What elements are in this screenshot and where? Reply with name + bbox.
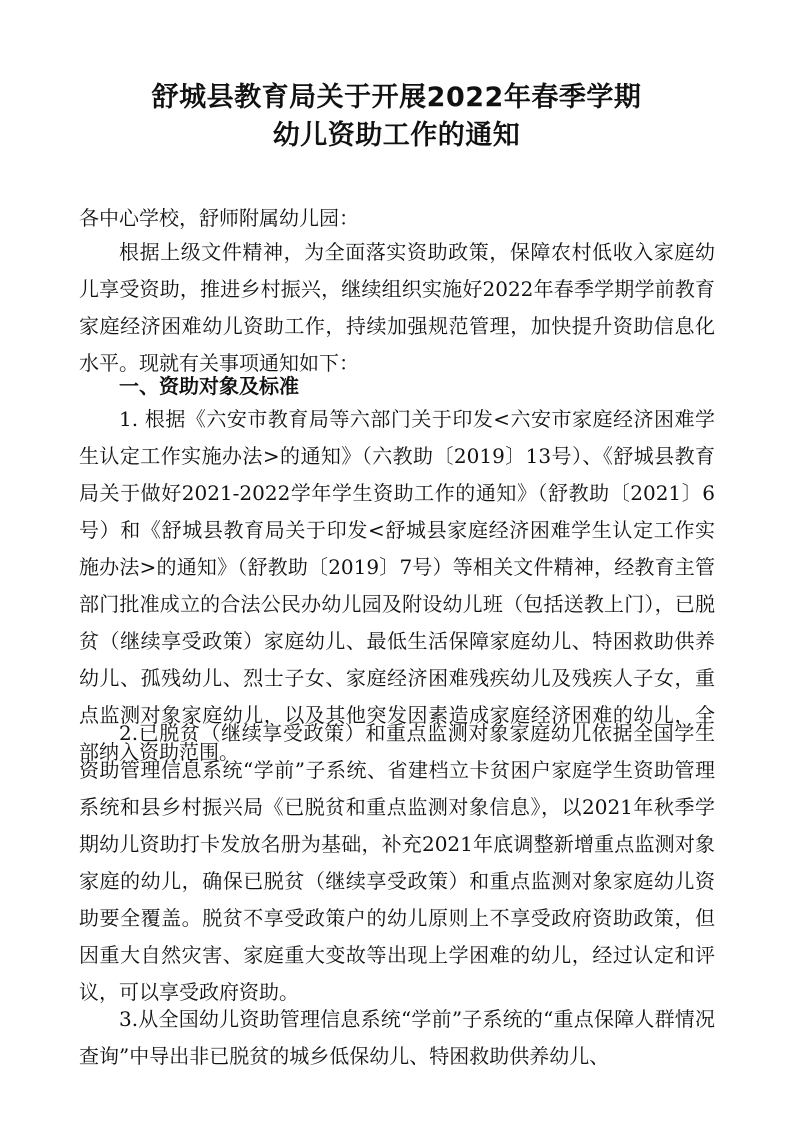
salutation: 各中心学校，舒师附属幼儿园： (79, 206, 359, 230)
document-title-line1: 舒城县教育局关于开展2022年春季学期 (151, 82, 642, 113)
paragraph-item-1: 1. 根据《六安市教育局等六部门关于印发<六安市家庭经济困难学生认定工作实施办法>的通知》（六教助〔2019〕13号）、《舒城县教育局关于做好2021-2022学年学生资助工作的通知》（舒教助〔2021〕6号）和《舒城县教育局关于印发<舒城县家庭经济困难学生认定工作实施办法>的通知》（舒教助〔2019〕7号）等相关文件精神，经教育主管部门批准成立的合法公民办幼儿园及附设幼儿班（包括送教上门），已脱贫（继续享受政策）家庭幼儿、最低生活保障家庭幼儿、特困救助供养幼儿、孤残幼儿、烈士子女、家庭经济困难残疾幼儿及残疾人子女，重点监测对象家庭幼儿，以及其他突发因素造成家庭经济困难的幼儿，全部纳入资助范围。 (79, 407, 715, 764)
paragraph-item-2: 2.已脱贫（继续享受政策）和重点监测对象家庭幼儿依据全国学生资助管理信息系统“学前”子系统、省建档立卡贫困户家庭学生资助管理系统和县乡村振兴局《已脱贫和重点监测对象信息》，以2021年秋季学期幼儿资助打卡发放名册为基础，补充2021年底调整新增重点监测对象家庭的幼儿，确保已脱贫（继续享受政策）和重点监测对象家庭幼儿资助要全覆盖。脱贫不享受政策户的幼儿原则上不享受政府资助政策，但因重大自然灾害、家庭重大变故等出现上学困难的幼儿，经过认定和评议，可以享受政府资助。 (79, 721, 715, 1004)
section-heading: 一、资助对象及标准 (119, 374, 299, 398)
paragraph-item-3: 3.从全国幼儿资助管理信息系统“学前”子系统的“重点保障人群情况查询”中导出非已脱贫的城乡低保幼儿、特困救助供养幼儿、 (79, 1007, 715, 1068)
intro-paragraph: 根据上级文件精神，为全面落实资助政策，保障农村低收入家庭幼儿享受资助，推进乡村振兴，继续组织实施好2022年春季学期学前教育家庭经济困难幼儿资助工作，持续加强规范管理，加快提升资助信息化水平。现就有关事项通知如下： (79, 240, 715, 375)
document-title-line2: 幼儿资助工作的通知 (272, 120, 521, 151)
